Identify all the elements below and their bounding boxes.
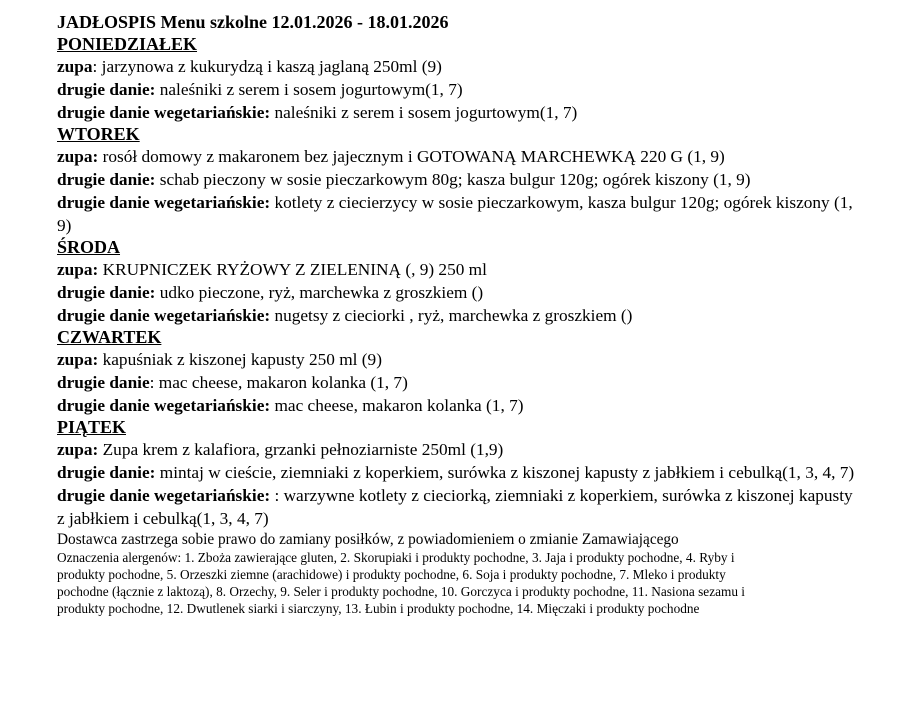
- menu-item-label: drugie danie:: [57, 283, 156, 302]
- supplier-note: Dostawca zastrzega sobie prawo do zamiany posiłków, z powiadomieniem o zmianie Zamawiającego: [57, 531, 679, 548]
- menu-item-label: drugie danie wegetariańskie:: [57, 396, 271, 415]
- menu-item-soup: [57, 145, 857, 168]
- day-heading: WTOREK: [57, 124, 140, 144]
- menu-item-soup: [57, 438, 857, 461]
- day-heading: CZWARTEK: [57, 327, 162, 347]
- day-section-thursday: [57, 327, 857, 417]
- menu-document: [57, 10, 857, 617]
- allergen-legend: Oznaczenia alergenów: 1. Zboża zawierające gluten, 2. Skorupiaki i produkty pochodne, 3. Jaja i produkty pochodne, 4. Ryby i produkty pochodne, 5. Orzeszki ziemne (arachidowe) i produkty pochodne, 6. Soja i produkty pochodne, 7. Mleko i produkty pochodne (łącznie z laktozą), 8. Orzechy, 9. Seler i produkty pochodne, 10. Gorczyca i produkty pochodne, 11. Nasiona sezamu i produkty pochodne, 12. Dwutlenek siarki i siarczyny, 13. Łubin i produkty pochodne, 14. Mięczaki i produkty pochodne: [57, 550, 746, 616]
- menu-item-main-course: [57, 461, 857, 484]
- menu-item-label: zupa:: [57, 260, 99, 279]
- title-jadlospis: JADŁOSPIS: [57, 12, 161, 32]
- menu-item-text: schab pieczony w sosie pieczarkowym 80g; kasza bulgur 120g; ogórek kiszony (1, 9): [159, 170, 751, 189]
- menu-item-label: zupa:: [57, 350, 99, 369]
- day-section-monday: [57, 34, 857, 124]
- menu-item-vegetarian: [57, 101, 857, 124]
- menu-item-text: jarzynowa z kukurydzą i kaszą jaglaną 250ml (9): [101, 57, 442, 76]
- menu-item-text: Zupa krem z kalafiora, grzanki pełnoziarniste 250ml (1,9): [102, 440, 504, 459]
- menu-item-label: drugie danie: [57, 373, 150, 392]
- menu-item-label: zupa: [57, 57, 93, 76]
- title-menu-dates: Menu szkolne 12.01.2026 - 18.01.2026: [160, 12, 449, 32]
- day-section-wednesday: [57, 237, 857, 327]
- menu-item-text: udko pieczone, ryż, marchewka z groszkiem (): [159, 283, 484, 302]
- day-heading: PONIEDZIAŁEK: [57, 34, 198, 54]
- menu-item-text: : warzywne kotlety z cieciorką, ziemniaki z koperkiem, surówka z kiszonej kapusty z jabłkiem i cebulką(1, 3, 4, 7): [57, 486, 853, 528]
- menu-item-vegetarian: [57, 191, 857, 237]
- menu-item-label: drugie danie:: [57, 170, 156, 189]
- menu-item-separator: :: [149, 373, 159, 392]
- menu-item-vegetarian: [57, 304, 857, 327]
- menu-item-label: drugie danie wegetariańskie:: [57, 193, 271, 212]
- menu-item-separator: :: [92, 57, 102, 76]
- menu-item-vegetarian: [57, 394, 857, 417]
- menu-item-text: mac cheese, makaron kolanka (1, 7): [274, 396, 524, 415]
- menu-item-text: kapuśniak z kiszonej kapusty 250 ml (9): [102, 350, 382, 369]
- menu-item-text: naleśniki z serem i sosem jogurtowym(1, 7): [274, 103, 578, 122]
- menu-item-soup: [57, 348, 857, 371]
- menu-item-text: kotlety z ciecierzycy w sosie pieczarkowym, kasza bulgur 120g; ogórek kiszony (1, 9): [57, 193, 853, 235]
- menu-item-main-course: [57, 78, 857, 101]
- menu-item-label: zupa:: [57, 440, 99, 459]
- menu-item-text: mintaj w cieście, ziemniaki z koperkiem, surówka z kiszonej kapusty z jabłkiem i cebulką(1, 3, 4, 7): [159, 463, 855, 482]
- menu-item-main-course: [57, 281, 857, 304]
- day-section-tuesday: [57, 124, 857, 237]
- menu-item-main-course: [57, 168, 857, 191]
- day-section-friday: [57, 417, 857, 530]
- menu-item-label: drugie danie wegetariańskie:: [57, 486, 271, 505]
- menu-item-text: nugetsy z cieciorki , ryż, marchewka z groszkiem (): [274, 306, 633, 325]
- menu-item-label: drugie danie wegetariańskie:: [57, 103, 271, 122]
- menu-item-text: rosół domowy z makaronem bez jajecznym i GOTOWANĄ MARCHEWKĄ 220 G (1, 9): [102, 147, 725, 166]
- menu-item-soup: [57, 258, 857, 281]
- menu-item-text: mac cheese, makaron kolanka (1, 7): [158, 373, 408, 392]
- day-heading: ŚRODA: [57, 237, 121, 257]
- menu-item-soup: [57, 55, 857, 78]
- menu-item-label: drugie danie:: [57, 80, 156, 99]
- menu-item-text: naleśniki z serem i sosem jogurtowym(1, 7): [159, 80, 463, 99]
- menu-item-label: zupa:: [57, 147, 99, 166]
- menu-item-text: KRUPNICZEK RYŻOWY Z ZIELENINĄ (, 9) 250 ml: [102, 260, 487, 279]
- menu-item-label: drugie danie:: [57, 463, 156, 482]
- page-title: [57, 10, 857, 34]
- menu-item-main-course: [57, 371, 857, 394]
- day-heading: PIĄTEK: [57, 417, 127, 437]
- menu-item-vegetarian: [57, 484, 857, 530]
- menu-item-label: drugie danie wegetariańskie:: [57, 306, 271, 325]
